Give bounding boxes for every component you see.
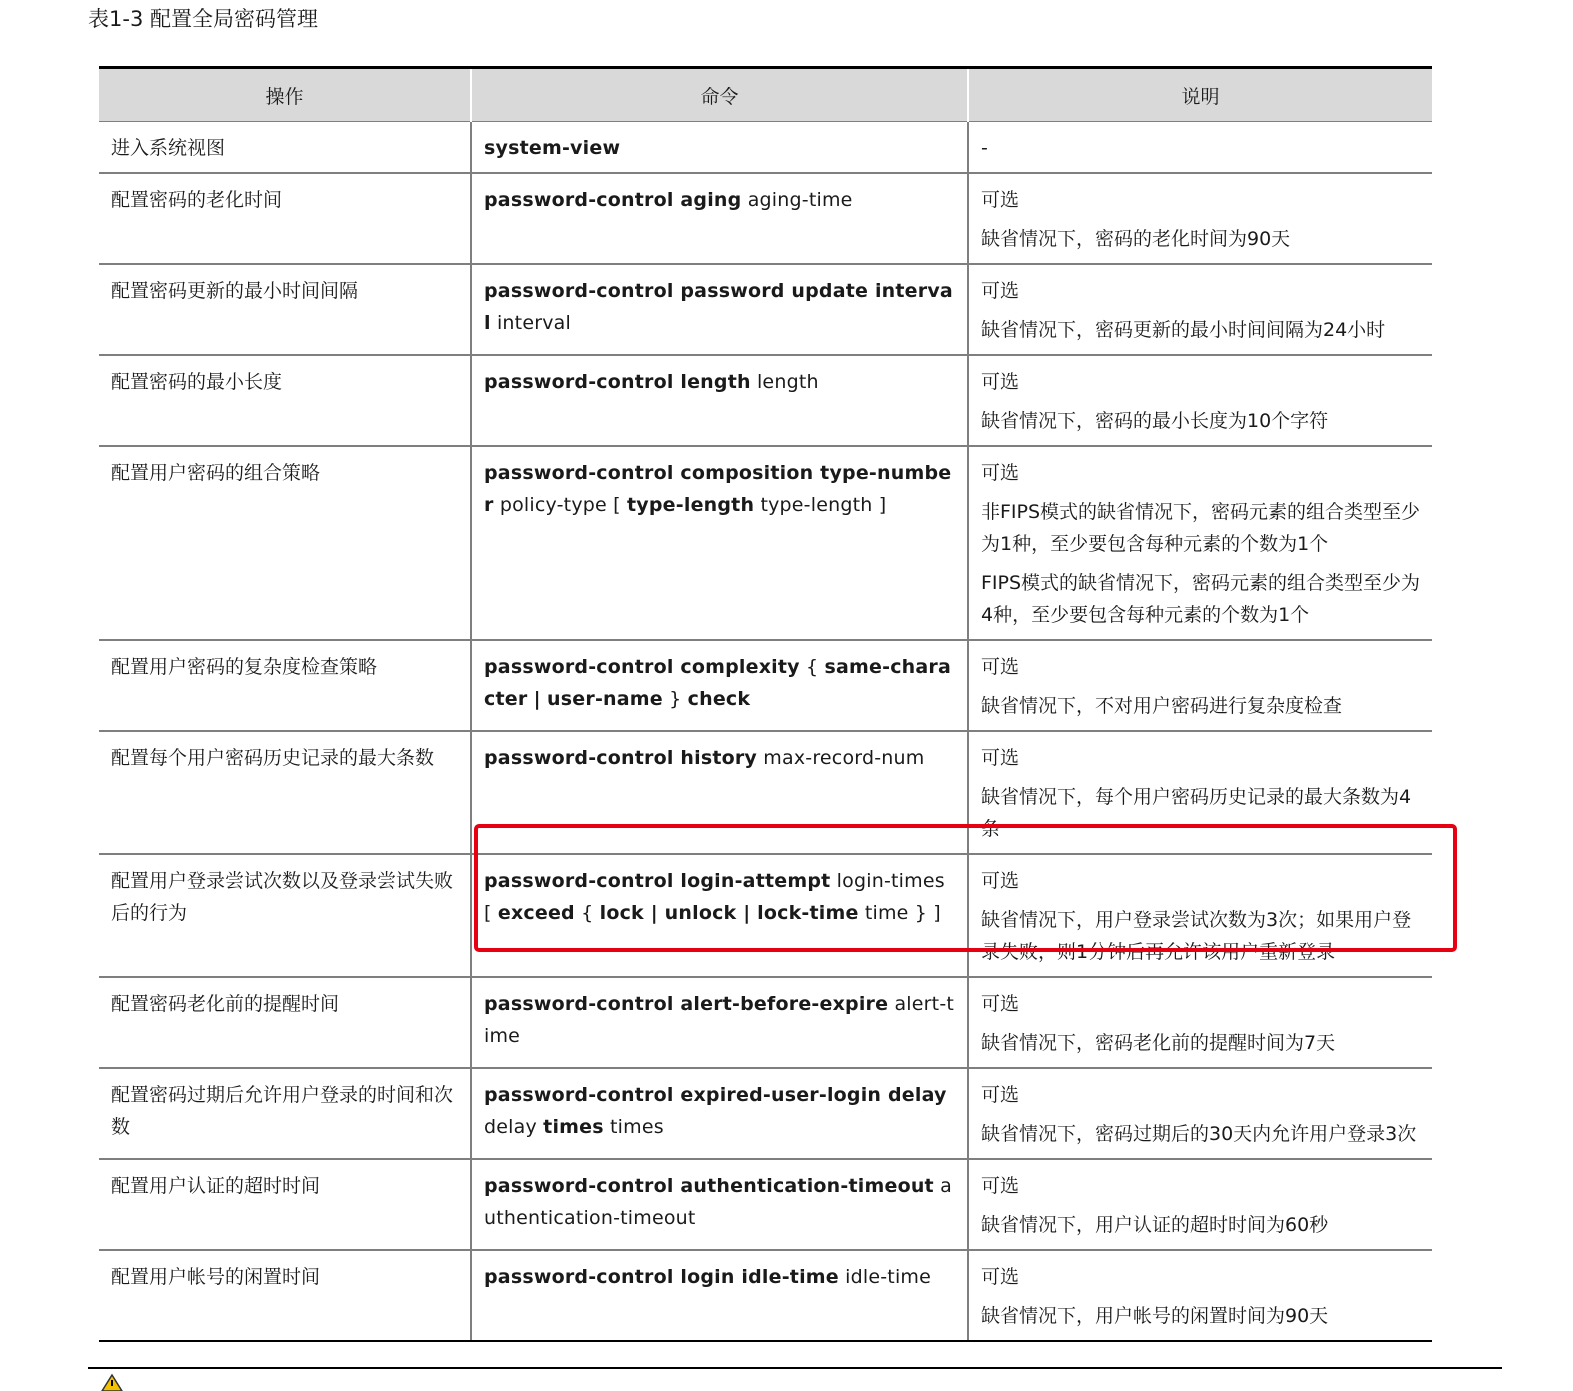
description-cell: [968, 446, 1432, 640]
operation-cell: 配置密码的最小长度: [99, 355, 471, 446]
description-cell: [968, 355, 1432, 446]
header-row: [99, 68, 1432, 122]
description-cell: [968, 977, 1432, 1068]
command-argument: interval: [490, 312, 571, 334]
command-keyword: password-control expired-user-login delay: [484, 1084, 947, 1106]
command-cell: [471, 640, 968, 731]
description-line: 可选: [981, 189, 1020, 211]
command-argument: }: [662, 688, 688, 710]
command-keyword: times: [543, 1116, 604, 1138]
command-argument: idle-time: [838, 1266, 932, 1288]
description-line: 缺省情况下，用户认证的超时时间为60秒: [981, 1214, 1329, 1236]
operation-cell: 配置用户密码的组合策略: [99, 446, 471, 640]
command-cell: [471, 731, 968, 854]
operation-cell: 配置密码更新的最小时间间隔: [99, 264, 471, 355]
header-operation: 操作: [99, 68, 471, 122]
table-row: [99, 1159, 1432, 1250]
description-line: 可选: [981, 993, 1020, 1015]
table-row: [99, 1068, 1432, 1159]
description-line: 可选: [981, 656, 1020, 678]
command-keyword: password-control authentication-timeout: [484, 1175, 934, 1197]
description-line: 可选: [981, 280, 1020, 302]
description-line: 缺省情况下，密码的最小长度为10个字符: [981, 410, 1329, 432]
command-argument: times: [603, 1116, 664, 1138]
command-keyword: same-character: [484, 656, 952, 710]
operation-cell: 进入系统视图: [99, 122, 471, 174]
description-cell: [968, 173, 1432, 264]
table-row: [99, 854, 1432, 977]
table-row: [99, 977, 1432, 1068]
table-row: [99, 731, 1432, 854]
operation-cell: 配置密码老化前的提醒时间: [99, 977, 471, 1068]
header-description: 说明: [968, 68, 1432, 122]
command-cell: [471, 977, 968, 1068]
command-keyword: password-control login idle-time: [484, 1266, 839, 1288]
description-line: 可选: [981, 1175, 1020, 1197]
command-argument: aging-time: [741, 189, 853, 211]
operation-cell: 配置密码的老化时间: [99, 173, 471, 264]
command-argument: time } ]: [858, 902, 941, 924]
table-row: [99, 122, 1432, 174]
description-line: 缺省情况下，每个用户密码历史记录的最大条数为4条: [981, 786, 1412, 840]
command-argument: login-times [: [484, 870, 945, 924]
table-row: [99, 355, 1432, 446]
description-line: -: [981, 137, 988, 159]
command-argument: length: [750, 371, 819, 393]
command-keyword: lock | unlock | lock-time: [599, 902, 859, 924]
description-cell: [968, 640, 1432, 731]
command-keyword: check: [687, 688, 751, 710]
command-keyword: password-control composition type-number: [484, 462, 952, 516]
command-argument: policy-type [: [493, 494, 628, 516]
description-line: 缺省情况下，密码更新的最小时间间隔为24小时: [981, 319, 1386, 341]
command-argument: delay: [484, 1116, 544, 1138]
description-line: 非FIPS模式的缺省情况下，密码元素的组合类型至少为1种，至少要包含每种元素的个数为1个: [981, 501, 1421, 555]
description-cell: [968, 731, 1432, 854]
description-line: 缺省情况下，密码老化前的提醒时间为7天: [981, 1032, 1336, 1054]
command-cell: [471, 446, 968, 640]
command-keyword: password-control login-attempt: [484, 870, 831, 892]
password-config-table: [99, 66, 1432, 1342]
command-keyword: system-view: [484, 137, 621, 159]
command-keyword: password-control length: [484, 371, 751, 393]
table-row: [99, 1250, 1432, 1341]
command-cell: [471, 854, 968, 977]
command-keyword: exceed: [497, 902, 575, 924]
command-keyword: password-control password update interval: [484, 280, 953, 334]
bottom-divider: [88, 1367, 1502, 1369]
table-row: [99, 173, 1432, 264]
command-keyword: password-control aging: [484, 189, 742, 211]
description-cell: [968, 264, 1432, 355]
command-argument: authentication-timeout: [484, 1175, 952, 1229]
command-cell: [471, 173, 968, 264]
warning-triangle-icon: [101, 1374, 123, 1391]
command-argument: {: [574, 902, 600, 924]
command-keyword: type-length: [627, 494, 755, 516]
description-cell: [968, 1159, 1432, 1250]
command-keyword: password-control complexity: [484, 656, 800, 678]
operation-cell: 配置每个用户密码历史记录的最大条数: [99, 731, 471, 854]
operation-cell: 配置密码过期后允许用户登录的时间和次数: [99, 1068, 471, 1159]
command-cell: [471, 1068, 968, 1159]
header-command: 命令: [471, 68, 968, 122]
description-line: 缺省情况下，用户登录尝试次数为3次；如果用户登录失败，则1分钟后再允许该用户重新登录: [981, 909, 1412, 963]
operation-cell: 配置用户密码的复杂度检查策略: [99, 640, 471, 731]
description-cell: [968, 854, 1432, 977]
table-row: [99, 264, 1432, 355]
table-caption: 表1-3 配置全局密码管理: [88, 7, 318, 31]
description-line: 可选: [981, 462, 1020, 484]
command-cell: [471, 1159, 968, 1250]
command-keyword: password-control alert-before-expire: [484, 993, 889, 1015]
description-line: 可选: [981, 870, 1020, 892]
description-cell: [968, 122, 1432, 174]
operation-cell: 配置用户登录尝试次数以及登录尝试失败后的行为: [99, 854, 471, 977]
description-cell: [968, 1250, 1432, 1341]
description-line: FIPS模式的缺省情况下，密码元素的组合类型至少为4种，至少要包含每种元素的个数为1个: [981, 572, 1421, 626]
description-line: 可选: [981, 747, 1020, 769]
command-cell: [471, 122, 968, 174]
command-keyword: password-control history: [484, 747, 758, 769]
table-row: [99, 446, 1432, 640]
command-cell: [471, 355, 968, 446]
description-line: 可选: [981, 371, 1020, 393]
command-cell: [471, 1250, 968, 1341]
command-argument: alert-time: [484, 993, 955, 1047]
operation-cell: 配置用户帐号的闲置时间: [99, 1250, 471, 1341]
description-line: 可选: [981, 1084, 1020, 1106]
command-argument: {: [799, 656, 825, 678]
command-keyword: |: [533, 688, 541, 710]
description-line: 缺省情况下，密码的老化时间为90天: [981, 228, 1291, 250]
command-argument: max-record-num: [757, 747, 925, 769]
description-line: 缺省情况下，密码过期后的30天内允许用户登录3次: [981, 1123, 1417, 1145]
table-row: [99, 640, 1432, 731]
description-cell: [968, 1068, 1432, 1159]
command-argument: type-length ]: [754, 494, 887, 516]
description-line: 缺省情况下，用户帐号的闲置时间为90天: [981, 1305, 1329, 1327]
description-line: 可选: [981, 1266, 1020, 1288]
operation-cell: 配置用户认证的超时时间: [99, 1159, 471, 1250]
command-cell: [471, 264, 968, 355]
description-line: 缺省情况下，不对用户密码进行复杂度检查: [981, 695, 1343, 717]
command-keyword: user-name: [547, 688, 663, 710]
